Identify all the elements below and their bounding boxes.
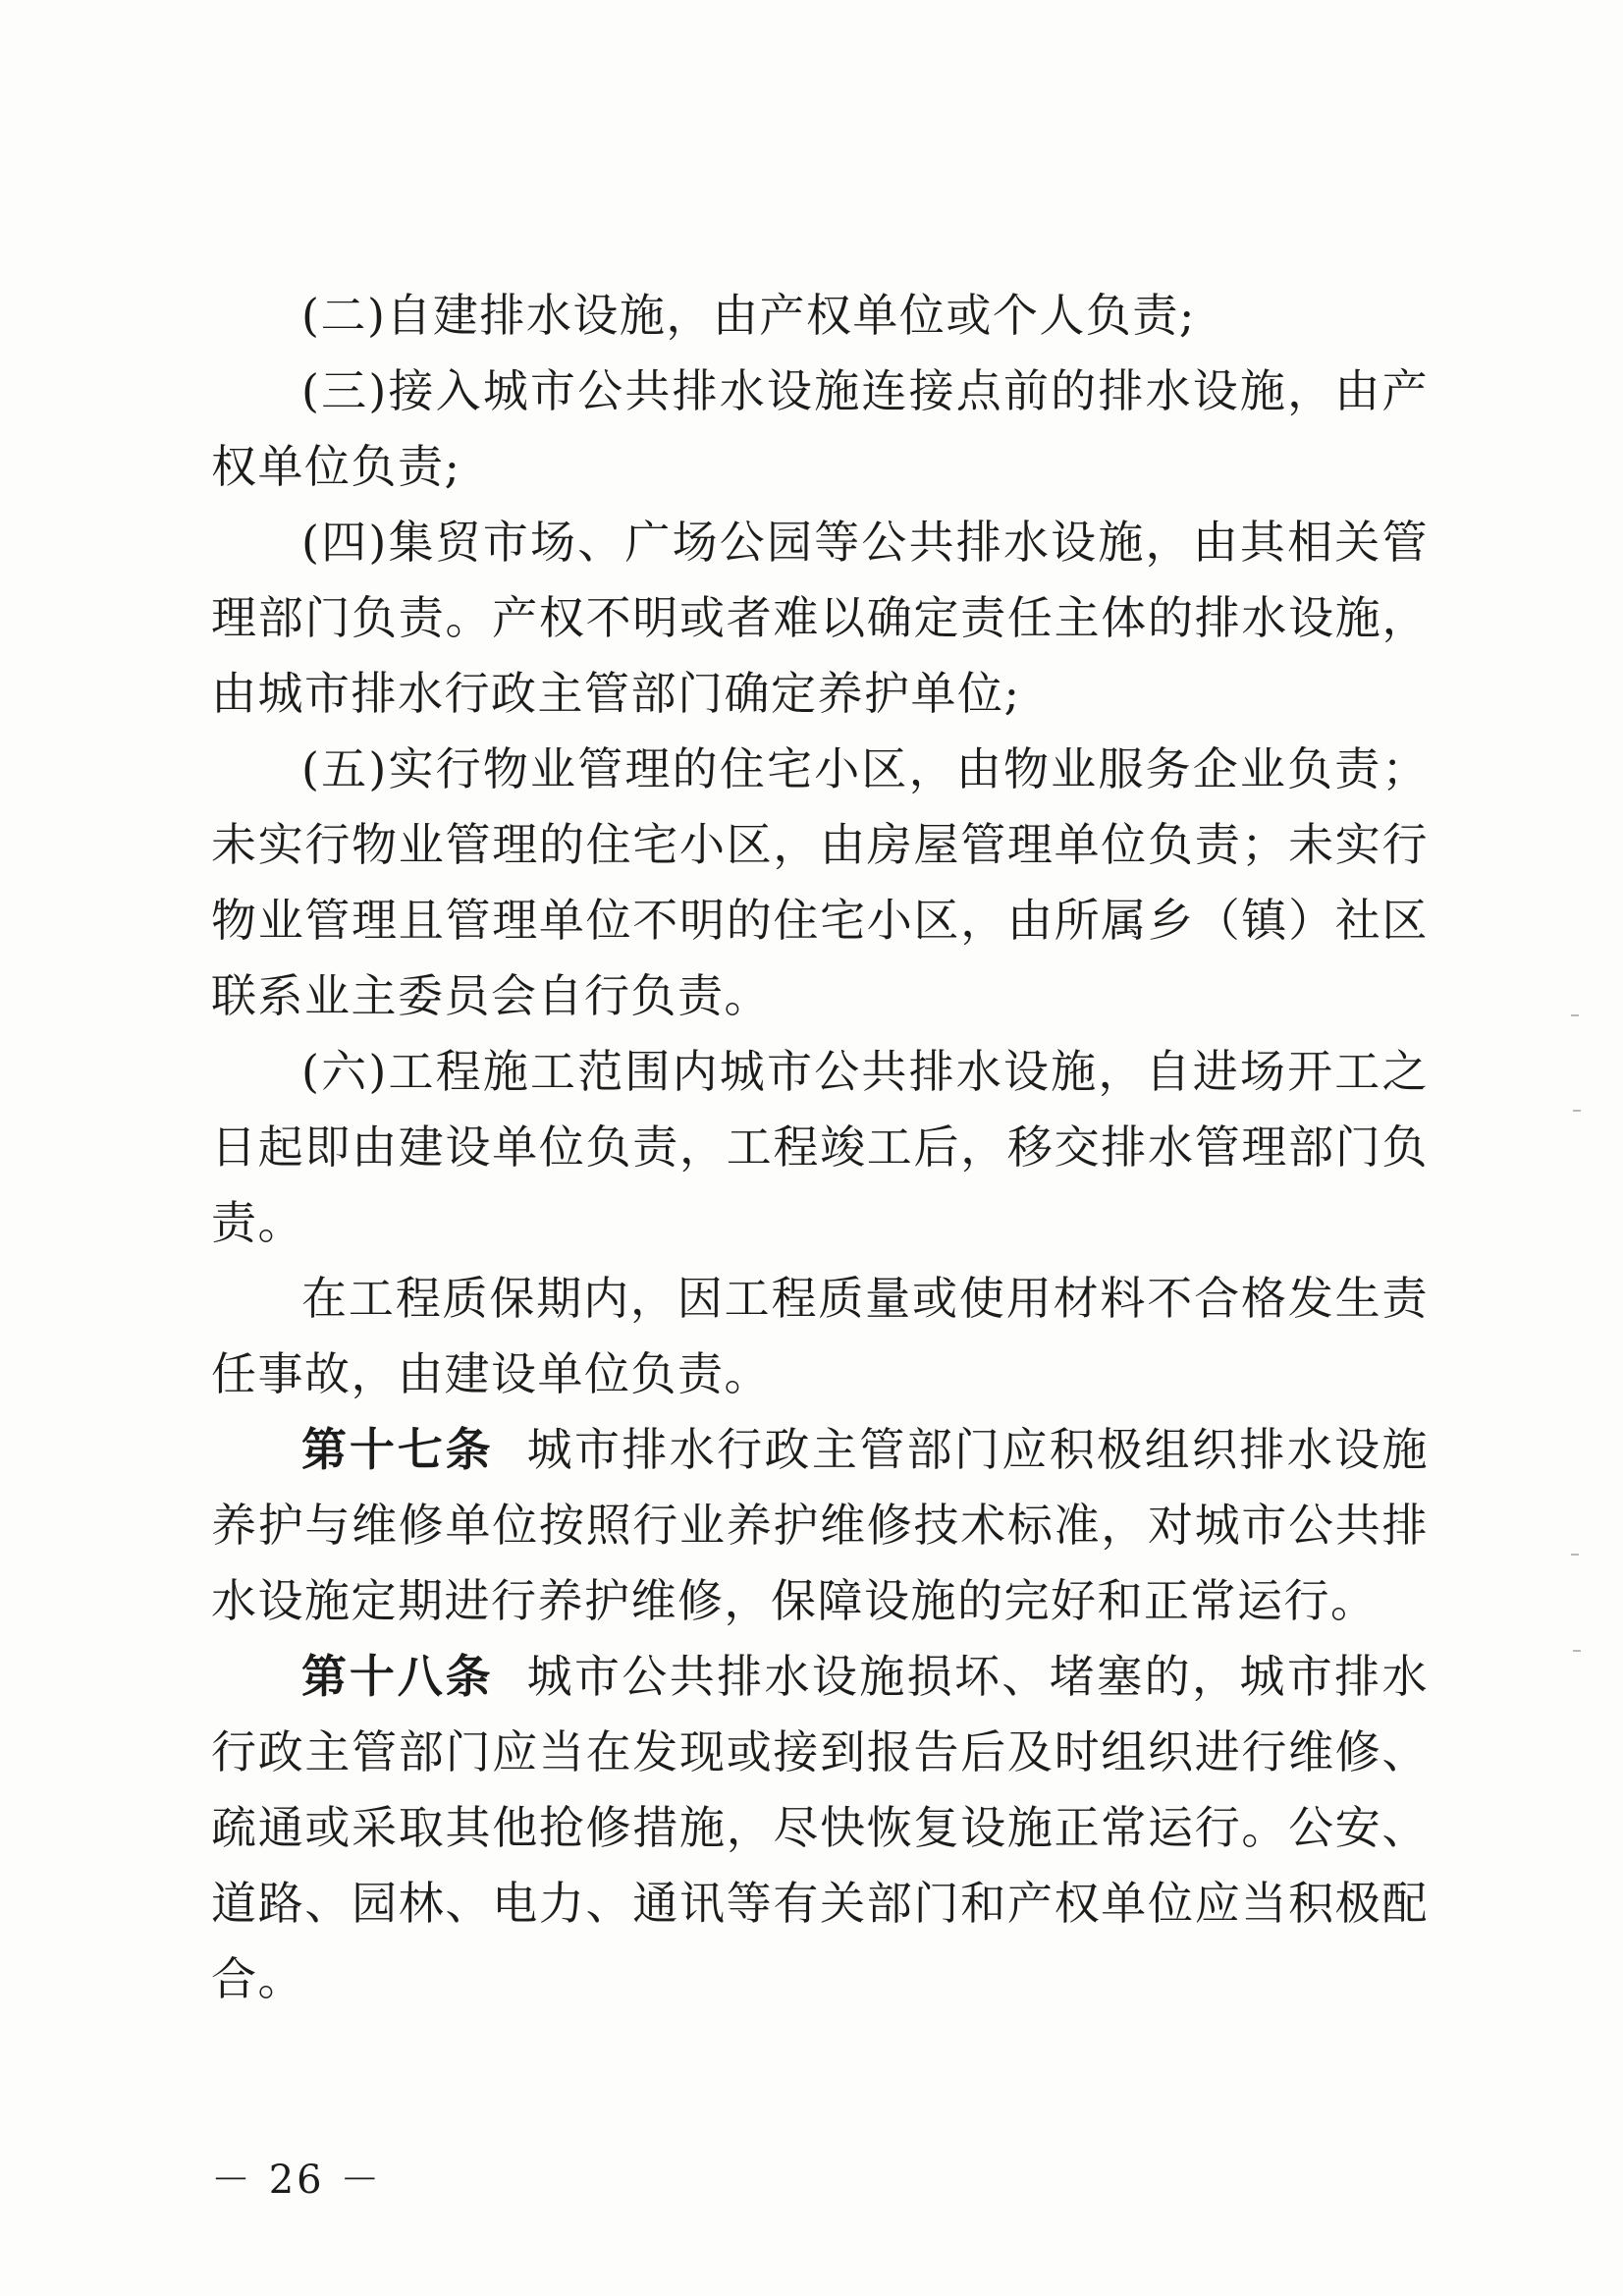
- paragraph-text: (六)工程施工范围内城市公共排水设施，自进场开工之日起即由建设单位负责，工程竣工后，移交排水管理部门负责。: [211, 1045, 1429, 1249]
- body-text: [211, 278, 1429, 2017]
- scan-mark: [1573, 1650, 1581, 1652]
- paragraph-item-2: [211, 278, 1429, 354]
- scan-mark: [1573, 1110, 1581, 1112]
- paragraph-text: (二)自建排水设施，由产权单位或个人负责;: [301, 289, 1196, 342]
- paragraph-item-6: [211, 1034, 1429, 1261]
- scan-mark: [1571, 1014, 1579, 1016]
- scan-mark: [1571, 1554, 1579, 1556]
- paragraph-text: 在工程质保期内，因工程质量或使用材料不合格发生责任事故，由建设单位负责。: [211, 1272, 1429, 1400]
- page-number: － 26 －: [211, 2158, 383, 2203]
- paragraph-item-5: [211, 732, 1429, 1034]
- article-heading: 第十八条: [301, 1650, 494, 1703]
- paragraph-text: (三)接入城市公共排水设施连接点前的排水设施，由产权单位负责;: [211, 364, 1429, 493]
- paragraph-text: 城市排水行政主管部门应积极组织排水设施养护与维修单位按照行业养护维修技术标准，对城市公共排水设施定期进行养护维修，保障设施的完好和正常运行。: [211, 1423, 1430, 1627]
- paragraph-text: 城市公共排水设施损坏、堵塞的，城市排水行政主管部门应当在发现或接到报告后及时组织进行维修、疏通或采取其他抢修措施，尽快恢复设施正常运行。公安、道路、园林、电力、通讯等有关部门和产权单位应当积极配合。: [211, 1650, 1430, 2005]
- article-heading: 第十七条: [301, 1423, 494, 1476]
- paragraph-text: (五)实行物业管理的住宅小区，由物业服务企业负责；未实行物业管理的住宅小区，由房屋管理单位负责；未实行物业管理且管理单位不明的住宅小区，由所属乡（镇）社区联系业主委员会自行负责。: [211, 742, 1429, 1022]
- paragraph-item-3: [211, 354, 1429, 505]
- paragraph-warranty: [211, 1261, 1429, 1412]
- paragraph-item-4: [211, 505, 1429, 732]
- paragraph-text: (四)集贸市场、广场公园等公共排水设施，由其相关管理部门负责。产权不明或者难以确定责任主体的排水设施，由城市排水行政主管部门确定养护单位;: [211, 516, 1429, 720]
- article-17: [211, 1412, 1429, 1639]
- article-18: [211, 1639, 1429, 2017]
